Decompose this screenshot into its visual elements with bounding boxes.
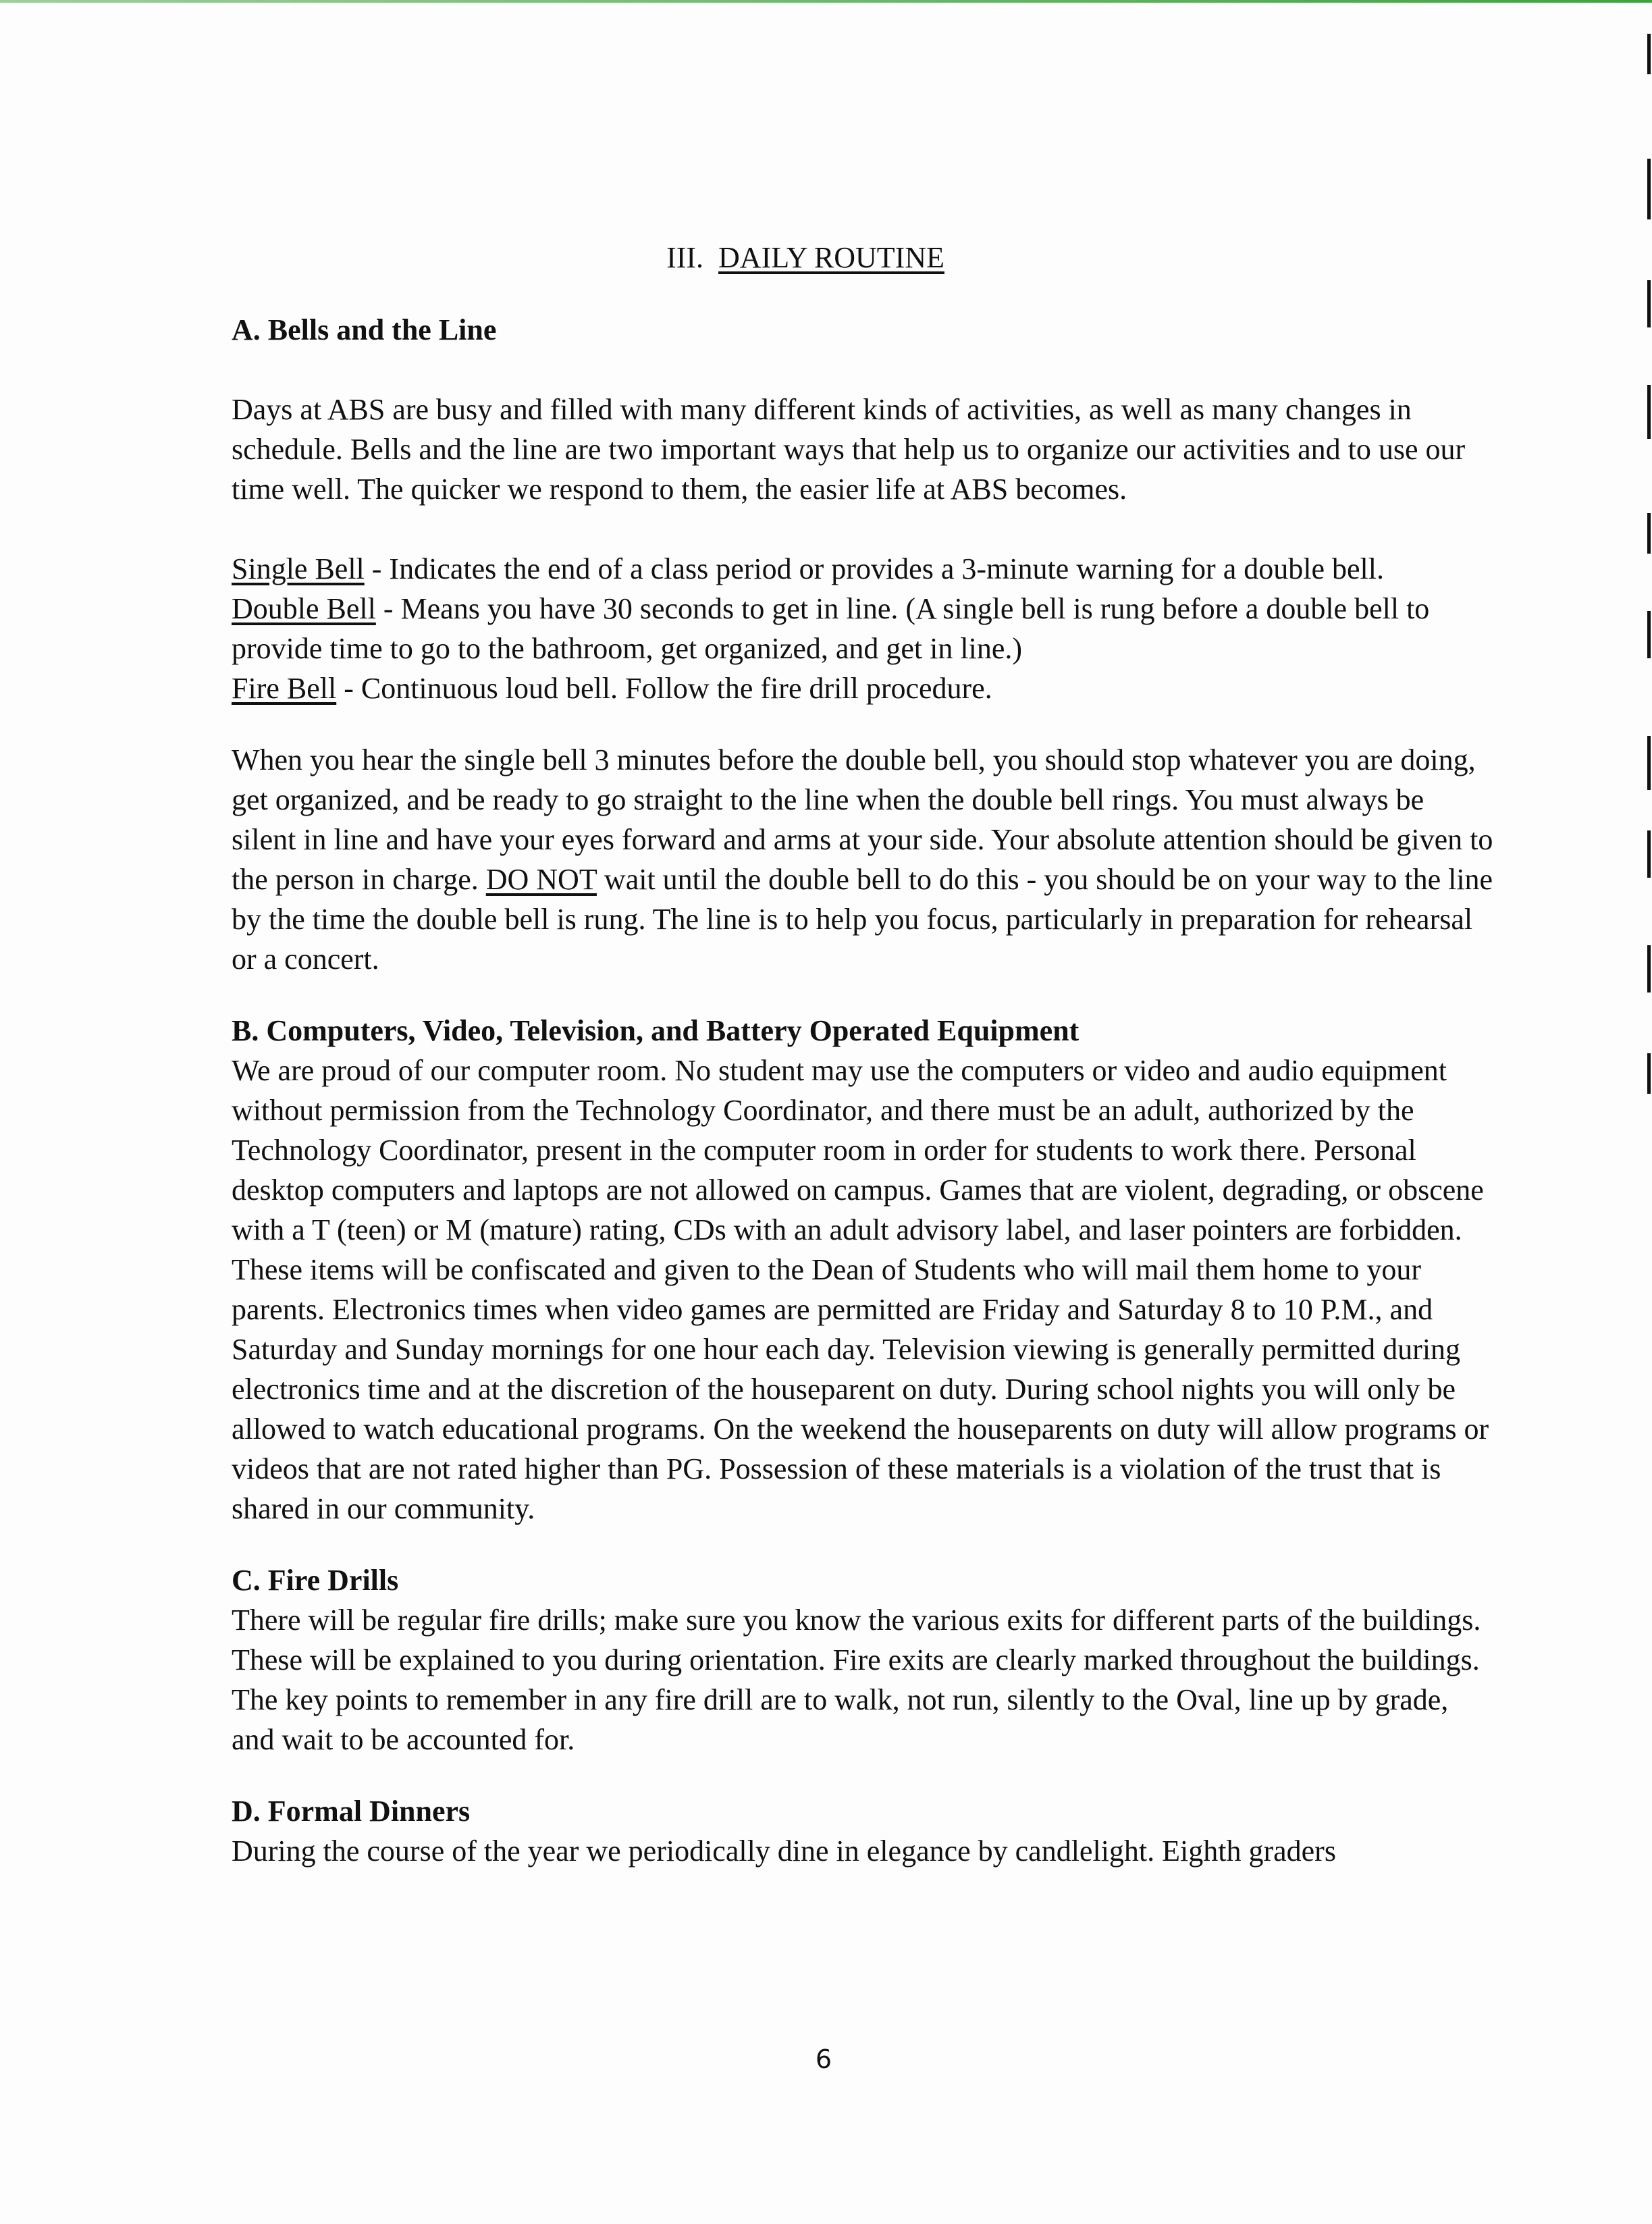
bell-item-double [232, 589, 1494, 668]
fire-drills-paragraph: There will be regular fire drills; make sure you know the various exits for different parts of the buildings. These will be explained to you during orientation. Fire exits are clearly marked throughout the buildings. The key points to remember in any fire drill are to walk, not run, silently to the Oval, line up by grade, and wait to be accounted for. [232, 1604, 1481, 1756]
line-procedure-paragraph [232, 740, 1494, 979]
bell-item-single [232, 549, 1494, 589]
bell-desc-double: - Means you have 30 seconds to get in line. (A single bell is rung before a double bell to provide time to go to the bathroom, get organized, and get in line.) [232, 592, 1430, 665]
heading-computers: B. Computers, Video, Television, and Battery Operated Equipment [232, 1014, 1080, 1047]
bell-name-fire: Fire Bell [232, 672, 337, 705]
bell-desc-single: - Indicates the end of a class period or provides a 3-minute warning for a double bell. [364, 552, 1384, 585]
heading-bells-and-line: A. Bells and the Line [232, 313, 497, 346]
formal-dinners-paragraph: During the course of the year we periodically dine in elegance by candlelight. Eighth graders [232, 1834, 1336, 1868]
line-procedure-text-1: When you hear the single bell 3 minutes before the double bell, you should stop whatever you are doing, get organized, and be ready to go straight to the line when the double bell rings. You must always be silent in line and have your eyes forward and arms at your side. Your absolute attention should be given to the person in charge. [232, 743, 1493, 896]
page-top-edge [0, 0, 1652, 3]
section-numeral: III. [666, 241, 704, 274]
scan-edge-marks [1642, 0, 1652, 2224]
line-procedure-text-2: wait until the double bell to do this - you should be on your way to the line by the time the double bell is rung. The line is to help you focus, particularly in preparation for rehearsal or a concert. [232, 863, 1493, 976]
computers-paragraph: We are proud of our computer room. No student may use the computers or video and audio equipment without permission from the Technology Coordinator, and there must be an adult, authorized by the Technology Coordinator, present in the computer room in order for students to work there. Personal desktop computers and laptops are not allowed on campus. Games that are violent, degrading, or obscene with a T (teen) or M (mature) rating, CDs with an adult advisory label, and laser pointers are forbidden. These items will be confiscated and given to the Dean of Students who will mail them home to your parents. Electronics times when video games are permitted are Friday and Saturday 8 to 10 P.M., and Saturday and Sunday mornings for one hour each day. Television viewing is generally permitted during electronics time and at the discretion of the houseparent on duty. During school nights you will only be allowed to watch educational programs. On the weekend the houseparents on duty will allow programs or videos that are not rated higher than PG. Possession of these materials is a violation of the trust that is shared in our community. [232, 1054, 1489, 1525]
bell-name-double: Double Bell [232, 592, 376, 625]
page-content [232, 238, 1494, 1871]
heading-fire-drills: C. Fire Drills [232, 1564, 399, 1597]
bells-intro-paragraph: Days at ABS are busy and filled with many different kinds of activities, as well as many changes in schedule. Bells and the line are two important ways that help us to organize our activities and to use our time well. The quicker we respond to them, the easier life at ABS becomes. [232, 393, 1466, 506]
section-title [232, 238, 1494, 277]
heading-formal-dinners: D. Formal Dinners [232, 1795, 471, 1828]
bell-item-fire [232, 668, 1494, 708]
page-number: 6 [815, 2044, 832, 2074]
bell-desc-fire: - Continuous loud bell. Follow the fire drill procedure. [336, 672, 992, 705]
do-not-emphasis: DO NOT [485, 863, 597, 896]
bell-name-single: Single Bell [232, 552, 365, 585]
section-title-text: DAILY ROUTINE [718, 241, 944, 274]
